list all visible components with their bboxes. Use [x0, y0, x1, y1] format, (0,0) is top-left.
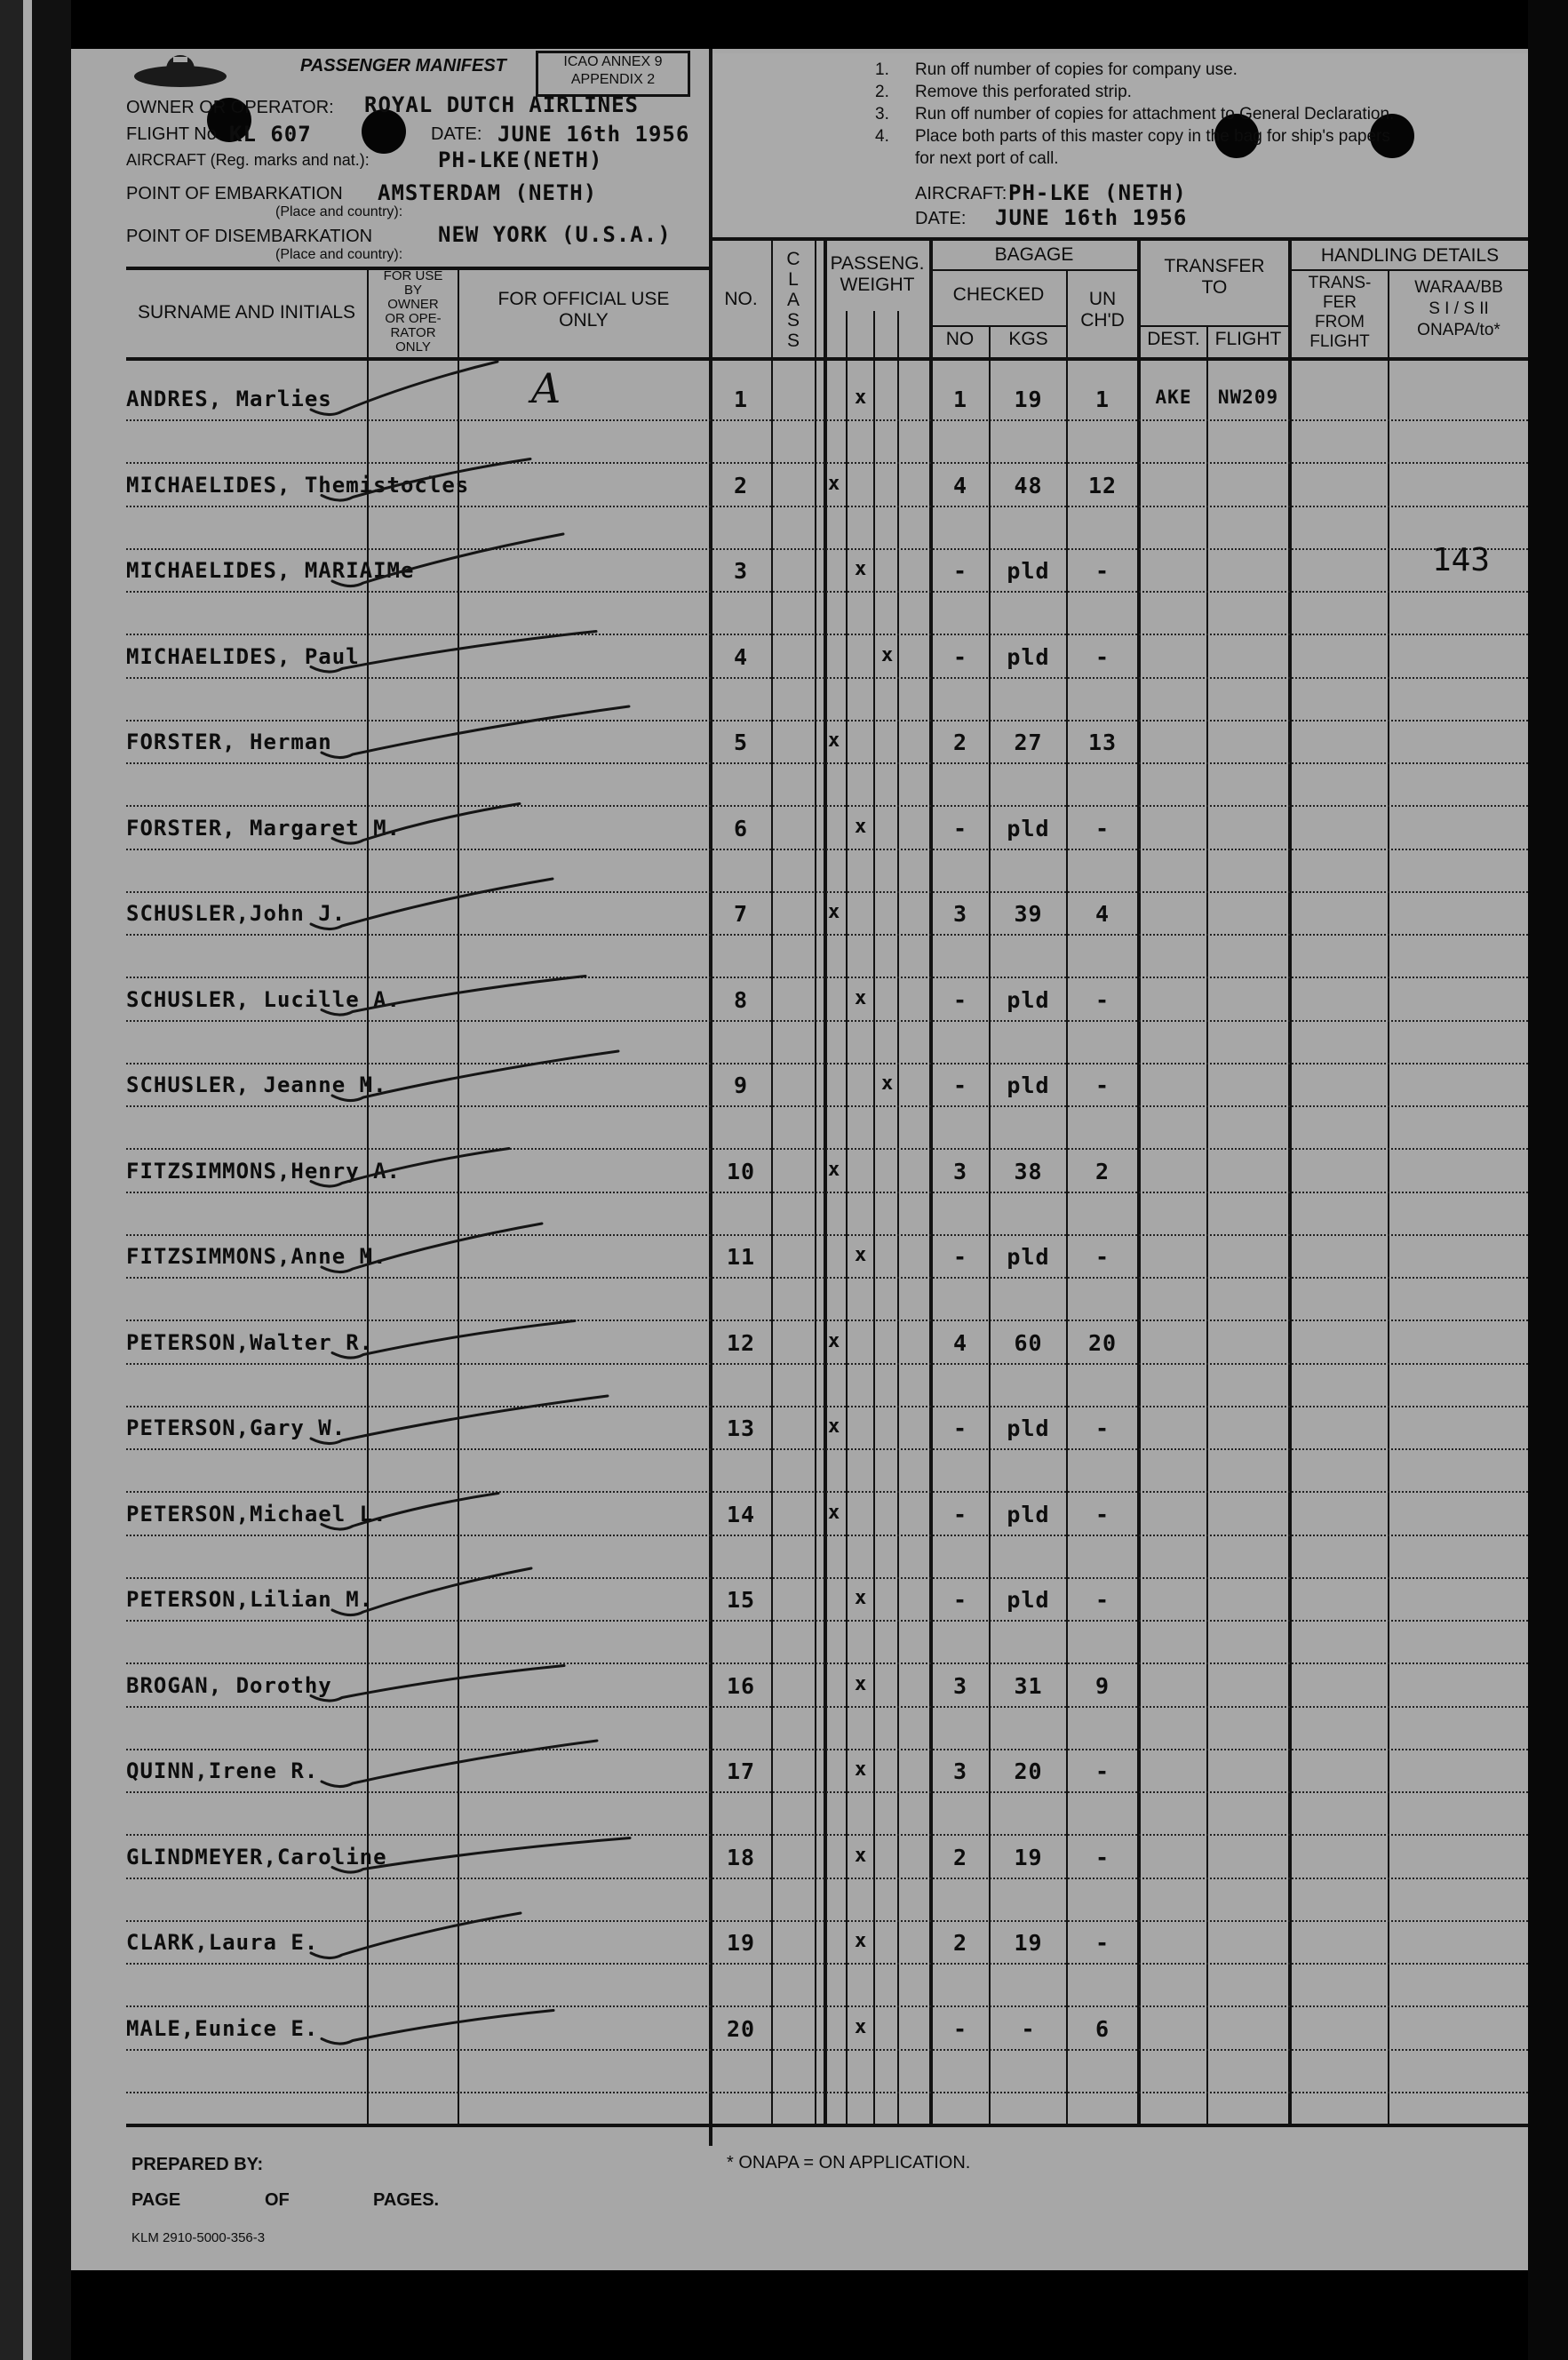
bagage-kgs: pld: [1007, 558, 1050, 584]
passenger-name: PETERSON,Lilian M.: [126, 1587, 374, 1612]
passenger-name: SCHUSLER, Lucille A.: [126, 986, 401, 1012]
passenger-name: FITZSIMMONS,Henry A.: [126, 1158, 401, 1184]
passenger-name: SCHUSLER,John J.: [126, 901, 346, 926]
passenger-number: 3: [733, 558, 749, 584]
check-stroke: [311, 1666, 564, 1702]
pages-label: PAGES.: [373, 2190, 440, 2210]
bagage-kgs: pld: [1007, 1501, 1050, 1527]
check-stroke: [311, 1913, 521, 1958]
bagage-count: -: [952, 1587, 968, 1613]
bagage-unchecked: -: [1094, 815, 1110, 841]
instruction-item: 4. Place both parts of this master copy in the bag for ship's papers: [875, 127, 1390, 146]
passenger-name: PETERSON,Walter R.: [126, 1329, 374, 1355]
passenger-name: MICHAELIDES, MARIAIMe: [126, 558, 415, 583]
bagage-count: -: [952, 2015, 968, 2042]
bagage-count: -: [952, 1072, 968, 1098]
weight-mark: x: [855, 1672, 867, 1695]
bagage-kgs: 31: [1014, 1672, 1043, 1699]
bagage-count: 3: [952, 901, 968, 927]
manifest-title: PASSENGER MANIFEST: [300, 56, 506, 76]
check-stroke: [322, 1741, 597, 1787]
passenger-name: ANDRES, Marlies: [126, 387, 332, 411]
bagage-unchecked: -: [1094, 986, 1110, 1013]
instruction-item: 3. Run off number of copies for attachment to General Declaration.: [875, 105, 1395, 124]
check-stroke: [332, 1838, 630, 1873]
col-flight-header: FLIGHT: [1214, 329, 1282, 349]
passenger-name: MICHAELIDES, Paul: [126, 643, 360, 669]
check-stroke: [332, 534, 563, 586]
passenger-number: 9: [733, 1072, 749, 1098]
bagage-count: -: [952, 815, 968, 841]
of-label: OF: [265, 2190, 290, 2210]
bagage-kgs: pld: [1007, 1415, 1050, 1441]
weight-mark: x: [855, 1758, 867, 1781]
official-use-mark: A: [531, 364, 561, 412]
passenger-number: 12: [726, 1329, 756, 1356]
bagage-unchecked: 4: [1094, 901, 1110, 927]
col-waraa-header: WARAA/BB S I / S II ONAPA/to*: [1414, 278, 1503, 339]
col-kgs-header: KGS: [1008, 329, 1048, 349]
instruction-item: 2. Remove this perforated strip.: [875, 83, 1132, 101]
bagage-unchecked: 13: [1087, 730, 1118, 755]
weight-mark: x: [828, 1415, 840, 1438]
bagage-count: 3: [952, 1672, 968, 1699]
check-stroke: [322, 1224, 542, 1272]
passenger-name: CLARK,Laura E.: [126, 1930, 319, 1955]
instruction-item: for next port of call.: [915, 149, 1059, 168]
passenger-name: FORSTER, Herman: [126, 730, 332, 754]
passenger-name: BROGAN, Dorothy: [126, 1672, 332, 1698]
passenger-name: FORSTER, Margaret M.: [126, 815, 401, 841]
transfer-destination: AKE: [1155, 387, 1192, 408]
embarkation-label: POINT OF EMBARKATION: [126, 184, 343, 203]
check-stroke: [311, 1396, 608, 1444]
onapa-note: * ONAPA = ON APPLICATION.: [727, 2153, 971, 2173]
bagage-unchecked: 20: [1087, 1329, 1118, 1356]
check-stroke: [322, 977, 585, 1016]
bagage-unchecked: -: [1094, 1844, 1110, 1870]
weight-mark: x: [828, 472, 840, 495]
check-stroke: [322, 1494, 498, 1530]
bagage-unchecked: -: [1094, 1930, 1110, 1956]
bagage-unchecked: -: [1094, 643, 1110, 670]
passenger-number: 15: [726, 1587, 756, 1613]
check-stroke: [311, 879, 553, 929]
passenger-number: 10: [726, 1158, 756, 1184]
check-stroke: [322, 706, 629, 758]
passenger-number: 19: [726, 1930, 756, 1956]
col-checked-no-header: NO: [945, 329, 975, 349]
place-country-note-2: (Place and country):: [275, 247, 403, 262]
passenger-number: 11: [726, 1244, 756, 1270]
passenger-name: PETERSON,Michael L.: [126, 1501, 387, 1527]
weight-mark: x: [881, 643, 894, 666]
bagage-kgs: 38: [1014, 1158, 1043, 1184]
weight-mark: x: [881, 1072, 894, 1095]
bagage-count: -: [952, 1415, 968, 1441]
weight-mark: x: [855, 815, 867, 838]
bagage-kgs: 19: [1014, 387, 1043, 412]
bagage-kgs: 39: [1014, 901, 1043, 927]
bagage-kgs: pld: [1007, 815, 1050, 841]
weight-mark: x: [855, 986, 867, 1009]
col-dest-header: DEST.: [1147, 329, 1200, 349]
weight-mark: x: [855, 1587, 867, 1609]
bagage-count: 3: [952, 1758, 968, 1784]
bagage-count: 2: [952, 730, 968, 755]
passenger-number: 5: [733, 730, 749, 755]
bagage-kgs: pld: [1007, 643, 1050, 670]
instruction-item: 1. Run off number of copies for company use.: [875, 60, 1238, 79]
check-stroke: [311, 1149, 509, 1187]
passenger-name: MICHAELIDES, Themistocles: [126, 472, 470, 498]
passenger-number: 2: [733, 472, 749, 498]
form-code: KLM 2910-5000-356-3: [131, 2230, 266, 2245]
bagage-kgs: 48: [1014, 472, 1043, 498]
embarkation-value: AMSTERDAM (NETH): [378, 180, 598, 205]
bagage-kgs: 19: [1014, 1930, 1043, 1956]
passenger-number: 4: [733, 643, 749, 670]
weight-mark: x: [828, 1158, 840, 1181]
check-stroke: [332, 1321, 575, 1359]
bagage-unchecked: -: [1094, 1415, 1110, 1441]
passenger-name: QUINN,Irene R.: [126, 1758, 319, 1783]
col-bagage-header: BAGAGE: [994, 244, 1074, 265]
owner-value: ROYAL DUTCH AIRLINES: [364, 92, 639, 117]
check-stroke: [322, 2011, 553, 2045]
page-label: PAGE: [131, 2190, 181, 2210]
bagage-kgs: pld: [1007, 1587, 1050, 1613]
bagage-count: 4: [952, 1329, 968, 1356]
flight-value: KL 607: [229, 122, 312, 147]
passenger-number: 8: [733, 986, 749, 1013]
bagage-unchecked: 9: [1094, 1672, 1110, 1699]
passenger-number: 16: [726, 1672, 756, 1699]
bagage-count: -: [952, 558, 968, 584]
check-stroke: [332, 804, 520, 844]
weight-mark: x: [828, 1329, 840, 1352]
weight-mark: x: [828, 730, 840, 752]
check-stroke: [311, 362, 497, 415]
bagage-kgs: pld: [1007, 1072, 1050, 1098]
bagage-count: 2: [952, 1930, 968, 1956]
bagage-count: -: [952, 986, 968, 1013]
handling-number: 143: [1432, 542, 1491, 578]
bagage-count: -: [952, 643, 968, 670]
bagage-unchecked: 6: [1094, 2015, 1110, 2042]
bagage-kgs: 20: [1014, 1758, 1043, 1784]
passenger-name: PETERSON,Gary W.: [126, 1415, 346, 1440]
passenger-number: 7: [733, 901, 749, 927]
bagage-count: -: [952, 1244, 968, 1270]
icao-line-1: ICAO ANNEX 9: [563, 54, 663, 69]
date-label: DATE:: [431, 124, 482, 144]
bagage-kgs: pld: [1007, 1244, 1050, 1270]
aircraft-value: PH-LKE(NETH): [438, 148, 603, 172]
bagage-unchecked: -: [1094, 1072, 1110, 1098]
bagage-unchecked: -: [1094, 1244, 1110, 1270]
check-stroke: [332, 1051, 618, 1101]
weight-mark: x: [855, 1244, 867, 1266]
passenger-name: GLINDMEYER,Caroline: [126, 1844, 387, 1870]
icao-line-2: APPENDIX 2: [570, 72, 656, 87]
col-handling-header: HANDLING DETAILS: [1320, 245, 1500, 266]
col-checked-header: CHECKED: [952, 284, 1045, 305]
bagage-unchecked: -: [1094, 1587, 1110, 1613]
bagage-kgs: 19: [1014, 1844, 1043, 1870]
passenger-name: FITZSIMMONS,Anne M.: [126, 1244, 387, 1269]
strip-aircraft-label: AIRCRAFT:: [915, 184, 1007, 203]
aircraft-label: AIRCRAFT (Reg. marks and nat.):: [126, 151, 370, 169]
prepared-by-label: PREPARED BY:: [131, 2155, 264, 2174]
passenger-number: 14: [726, 1501, 756, 1527]
bagage-kgs: 27: [1014, 730, 1043, 755]
passenger-number: 18: [726, 1844, 756, 1870]
passenger-number: 13: [726, 1415, 756, 1441]
check-stroke: [311, 632, 596, 673]
weight-mark: x: [855, 1844, 867, 1867]
disembarkation-label: POINT OF DISEMBARKATION: [126, 227, 373, 246]
bagage-count: 4: [952, 472, 968, 498]
col-class-header: C L A S S: [786, 249, 800, 351]
bagage-count: -: [952, 1501, 968, 1527]
strip-date-value: JUNE 16th 1956: [995, 205, 1188, 230]
bagage-kgs: pld: [1007, 986, 1050, 1013]
bagage-unchecked: 1: [1094, 387, 1110, 412]
col-owner-use-header: FOR USE BY OWNER OR OPE- RATOR ONLY: [383, 268, 443, 355]
col-no-header: NO.: [724, 289, 758, 309]
col-transfer-from-header: TRANS- FER FROM FLIGHT: [1308, 274, 1372, 351]
weight-mark: x: [828, 901, 840, 923]
strip-aircraft-value: PH-LKE (NETH): [1008, 180, 1187, 205]
bagage-count: 2: [952, 1844, 968, 1870]
weight-mark: x: [855, 387, 867, 409]
owner-label: OWNER OR OPERATOR:: [126, 98, 334, 117]
col-surname-header: SURNAME AND INITIALS: [137, 302, 356, 323]
transfer-flight: NW209: [1217, 387, 1279, 408]
bagage-count: 1: [952, 387, 968, 412]
bagage-unchecked: 12: [1087, 472, 1118, 498]
weight-mark: x: [855, 558, 867, 580]
bagage-unchecked: 2: [1094, 1158, 1110, 1184]
strip-date-label: DATE:: [915, 209, 967, 228]
weight-mark: x: [855, 1930, 867, 1952]
bagage-unchecked: -: [1094, 1501, 1110, 1527]
bagage-unchecked: -: [1094, 558, 1110, 584]
passenger-number: 17: [726, 1758, 756, 1784]
bagage-kgs: -: [1021, 2015, 1036, 2042]
weight-mark: x: [828, 1501, 840, 1524]
col-weight-header: PASSENG. WEIGHT: [830, 253, 925, 295]
passenger-number: 1: [733, 387, 749, 412]
check-stroke: [332, 1568, 531, 1615]
bagage-kgs: 60: [1014, 1329, 1043, 1356]
col-official-header: FOR OFFICIAL USE ONLY: [497, 289, 670, 331]
bagage-count: 3: [952, 1158, 968, 1184]
passenger-name: SCHUSLER, Jeanne M.: [126, 1072, 387, 1097]
passenger-name: MALE,Eunice E.: [126, 2015, 319, 2041]
check-stroke: [322, 459, 530, 501]
date-value: JUNE 16th 1956: [497, 122, 690, 147]
place-country-note: (Place and country):: [275, 204, 403, 219]
flight-label: FLIGHT No.: [126, 124, 222, 144]
bagage-unchecked: -: [1094, 1758, 1110, 1784]
passenger-number: 6: [733, 815, 749, 841]
col-transfer-header: TRANSFER TO: [1164, 256, 1265, 298]
disembarkation-value: NEW YORK (U.S.A.): [438, 222, 672, 247]
col-unchd-header: UN CH'D: [1080, 289, 1125, 331]
weight-mark: x: [855, 2015, 867, 2038]
passenger-number: 20: [726, 2015, 756, 2042]
